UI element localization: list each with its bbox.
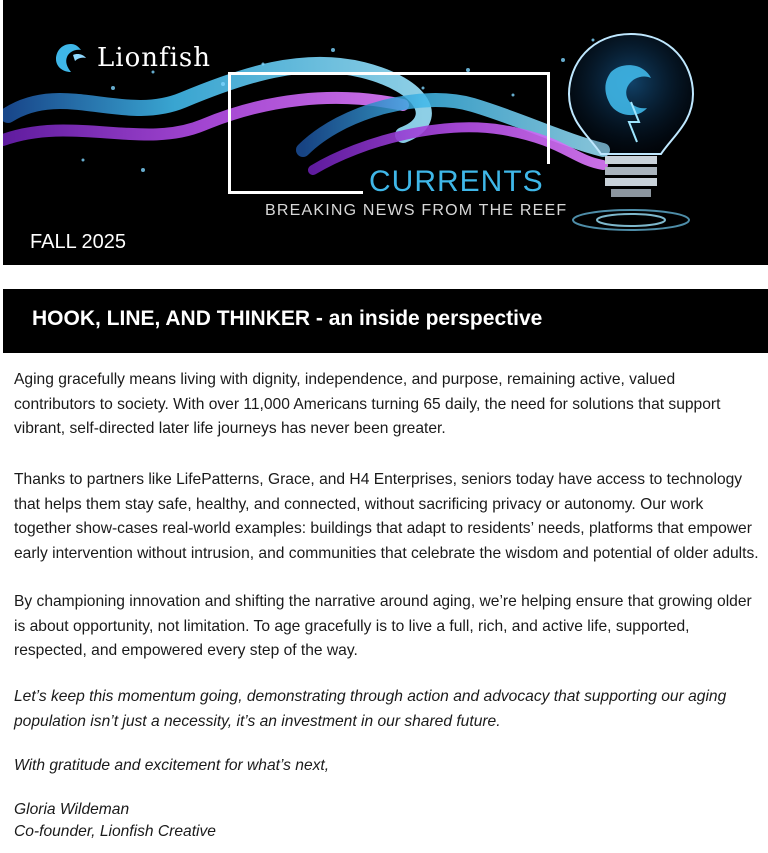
brand-name: Lionfish bbox=[97, 43, 212, 73]
newsletter-title: CURRENTS bbox=[363, 164, 550, 200]
paragraph-1: Aging gracefully means living with dignity, independence, and purpose, remaining active, valued contributors to society. With over 11,000 Americans turning 65 daily, the need for solutions that support vibrant, self-directed later life journeys has never been greater. bbox=[14, 371, 721, 437]
lionfish-icon bbox=[53, 41, 89, 75]
banner-spacer bbox=[3, 265, 768, 289]
newsletter-tagline: BREAKING NEWS FROM THE REEF bbox=[265, 202, 568, 219]
article-headline: HOOK, LINE, AND THINKER - an inside perspective bbox=[32, 307, 543, 330]
signature-name: Gloria Wildeman bbox=[14, 801, 130, 818]
issue-season: FALL 2025 bbox=[30, 231, 127, 253]
paragraph-3: By championing innovation and shifting the narrative around aging, we’re helping ensure that growing older is about opportunity, not limitation. To age gracefully is to live a full, rich, and active life, supported, respected, and empowered every step of the way. bbox=[14, 593, 752, 659]
brand-logo bbox=[53, 38, 211, 78]
signature-title: Co-founder, Lionfish Creative bbox=[14, 823, 216, 840]
paragraph-4: Let’s keep this momentum going, demonstrating through action and advocacy that supporting our aging population isn’t just a necessity, it’s an investment in our shared future. bbox=[14, 688, 727, 730]
paragraph-2: Thanks to partners like LifePatterns, Grace, and H4 Enterprises, seniors today have access to technology that helps them stay safe, healthy, and connected, without sacrificing privacy or autonomy. Our work together show-cases real-world examples: buildings that adapt to residents’ needs, platforms that empower early intervention without intrusion, and communities that celebrate the wisdom and potential of older adults. bbox=[14, 471, 759, 562]
signature bbox=[14, 799, 216, 843]
headline-bar bbox=[3, 289, 768, 353]
newsletter-banner bbox=[3, 0, 768, 265]
light-bulb-icon bbox=[551, 22, 711, 242]
closing-line: With gratitude and excitement for what’s next, bbox=[14, 757, 330, 774]
